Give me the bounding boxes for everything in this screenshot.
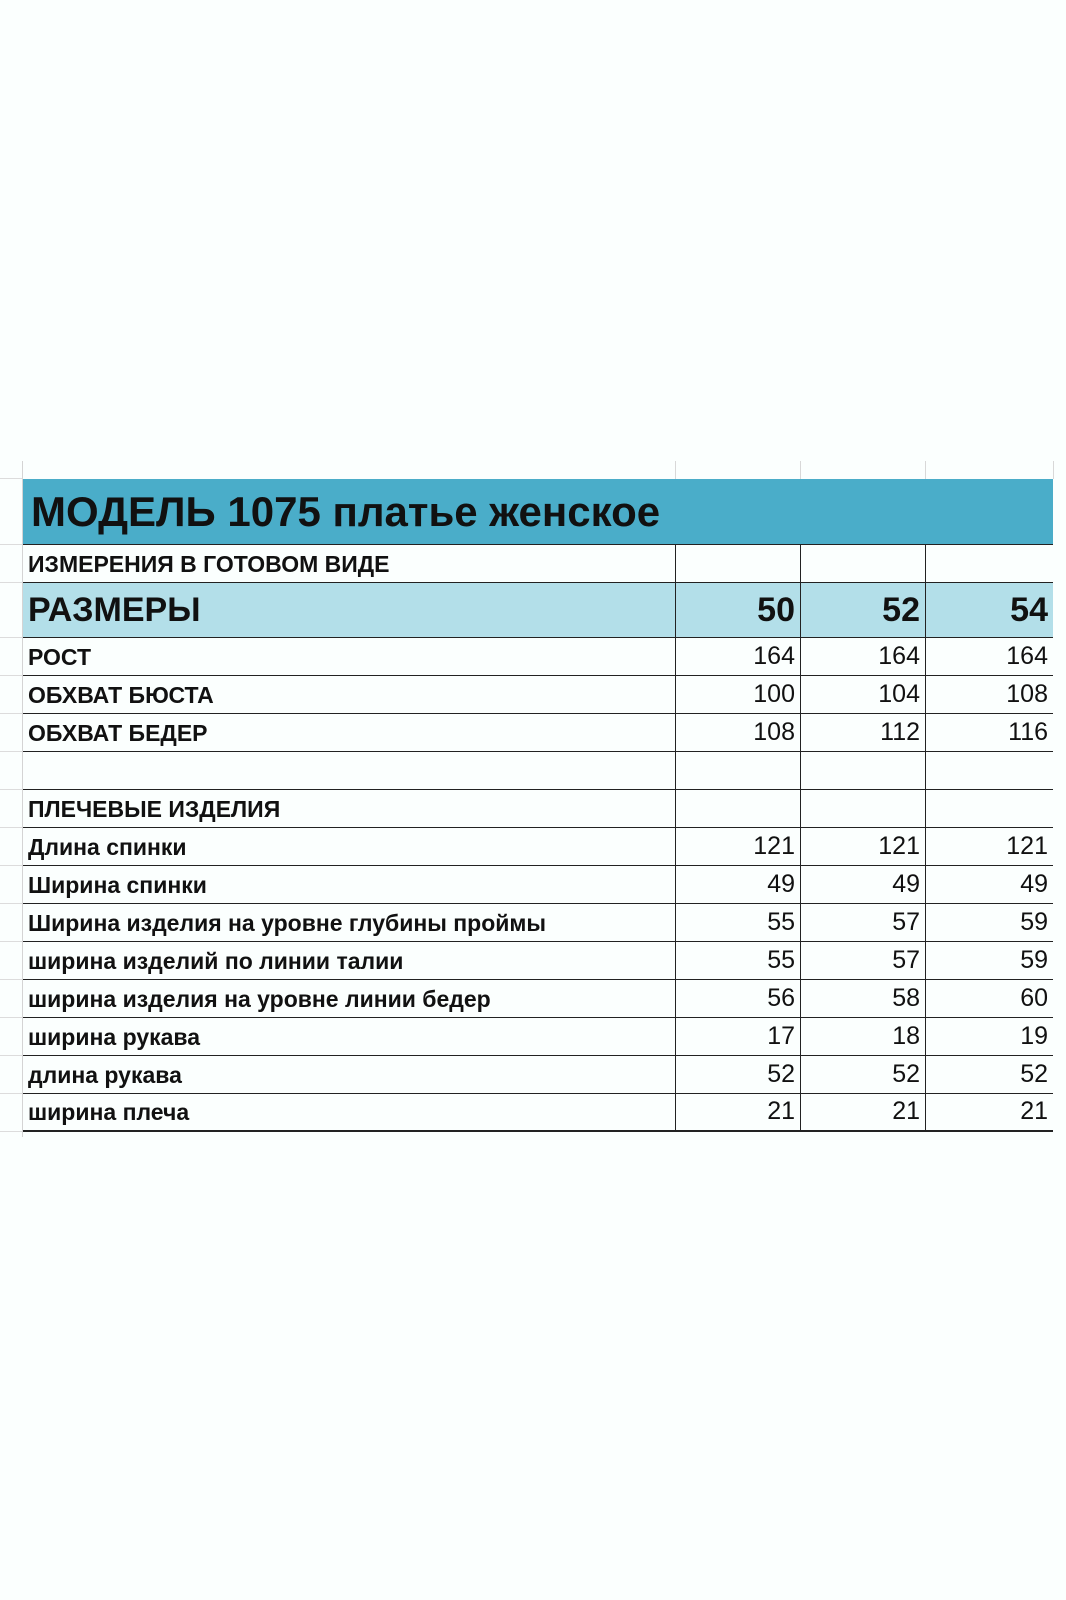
value-cell: 18 [800,1018,925,1055]
empty-cell [925,790,1053,827]
table-row [23,866,1053,904]
empty-cell [675,545,800,582]
value-cell: 49 [800,866,925,903]
empty-cell [800,545,925,582]
value-cell: 108 [675,714,800,751]
measurements-header-label: ИЗМЕРЕНИЯ В ГОТОВОМ ВИДЕ [28,551,390,577]
value-cell: 21 [925,1094,1053,1130]
row-label: Ширина изделия на уровне глубины проймы [28,910,547,936]
value-cell: 108 [925,676,1053,713]
size-table [23,479,1053,1132]
empty-cell [675,752,800,789]
table-row [23,980,1053,1018]
value-cell: 59 [925,942,1053,979]
empty-spreadsheet-row [23,461,1053,479]
value-cell: 21 [675,1094,800,1130]
spacer-row [23,752,1053,790]
value-cell: 55 [675,904,800,941]
empty-cell [800,752,925,789]
row-label: длина рукава [28,1062,182,1088]
row-label: ОБХВАТ БЕДЕР [28,720,208,746]
size-50: 50 [675,583,800,637]
value-cell: 164 [925,638,1053,675]
size-54: 54 [925,583,1053,637]
value-cell: 164 [800,638,925,675]
value-cell: 59 [925,904,1053,941]
value-cell: 19 [925,1018,1053,1055]
empty-cell [925,545,1053,582]
value-cell: 55 [675,942,800,979]
value-cell: 49 [925,866,1053,903]
empty-cell [800,790,925,827]
value-cell: 21 [800,1094,925,1130]
table-row-bust [23,676,1053,714]
row-label: Ширина спинки [28,872,207,898]
empty-cell [675,790,800,827]
size-52: 52 [800,583,925,637]
table-row [23,828,1053,866]
value-cell: 112 [800,714,925,751]
table-row [23,1094,1053,1132]
value-cell: 58 [800,980,925,1017]
row-label: ширина изделия на уровне линии бедер [28,986,491,1012]
value-cell: 57 [800,942,925,979]
measurements-header-row [23,545,1053,583]
row-label: РОСТ [28,644,92,670]
empty-cell [23,752,675,789]
table-row-hips [23,714,1053,752]
value-cell: 60 [925,980,1053,1017]
sizes-label: РАЗМЕРЫ [28,590,201,629]
value-cell: 49 [675,866,800,903]
value-cell: 104 [800,676,925,713]
value-cell: 121 [925,828,1053,865]
table-row [23,1018,1053,1056]
value-cell: 57 [800,904,925,941]
sizes-row [23,583,1053,638]
row-label: ширина рукава [28,1024,201,1050]
value-cell: 121 [800,828,925,865]
table-title: МОДЕЛЬ 1075 платье женское [23,479,1053,545]
row-label: ширина плеча [28,1099,190,1125]
value-cell: 56 [675,980,800,1017]
empty-cell [925,752,1053,789]
section-header-row [23,790,1053,828]
table-row-height [23,638,1053,676]
row-label: ОБХВАТ БЮСТА [28,682,214,708]
row-label: ширина изделий по линии талии [28,948,404,974]
table-row [23,942,1053,980]
row-label: Длина спинки [28,834,187,860]
value-cell: 52 [675,1056,800,1093]
row-header-strip [0,461,23,1137]
size-chart-sheet [0,461,1066,1141]
value-cell: 100 [675,676,800,713]
table-row [23,1056,1053,1094]
table-row [23,904,1053,942]
value-cell: 164 [675,638,800,675]
value-cell: 116 [925,714,1053,751]
value-cell: 121 [675,828,800,865]
value-cell: 17 [675,1018,800,1055]
section-label: ПЛЕЧЕВЫЕ ИЗДЕЛИЯ [28,796,281,822]
value-cell: 52 [925,1056,1053,1093]
value-cell: 52 [800,1056,925,1093]
